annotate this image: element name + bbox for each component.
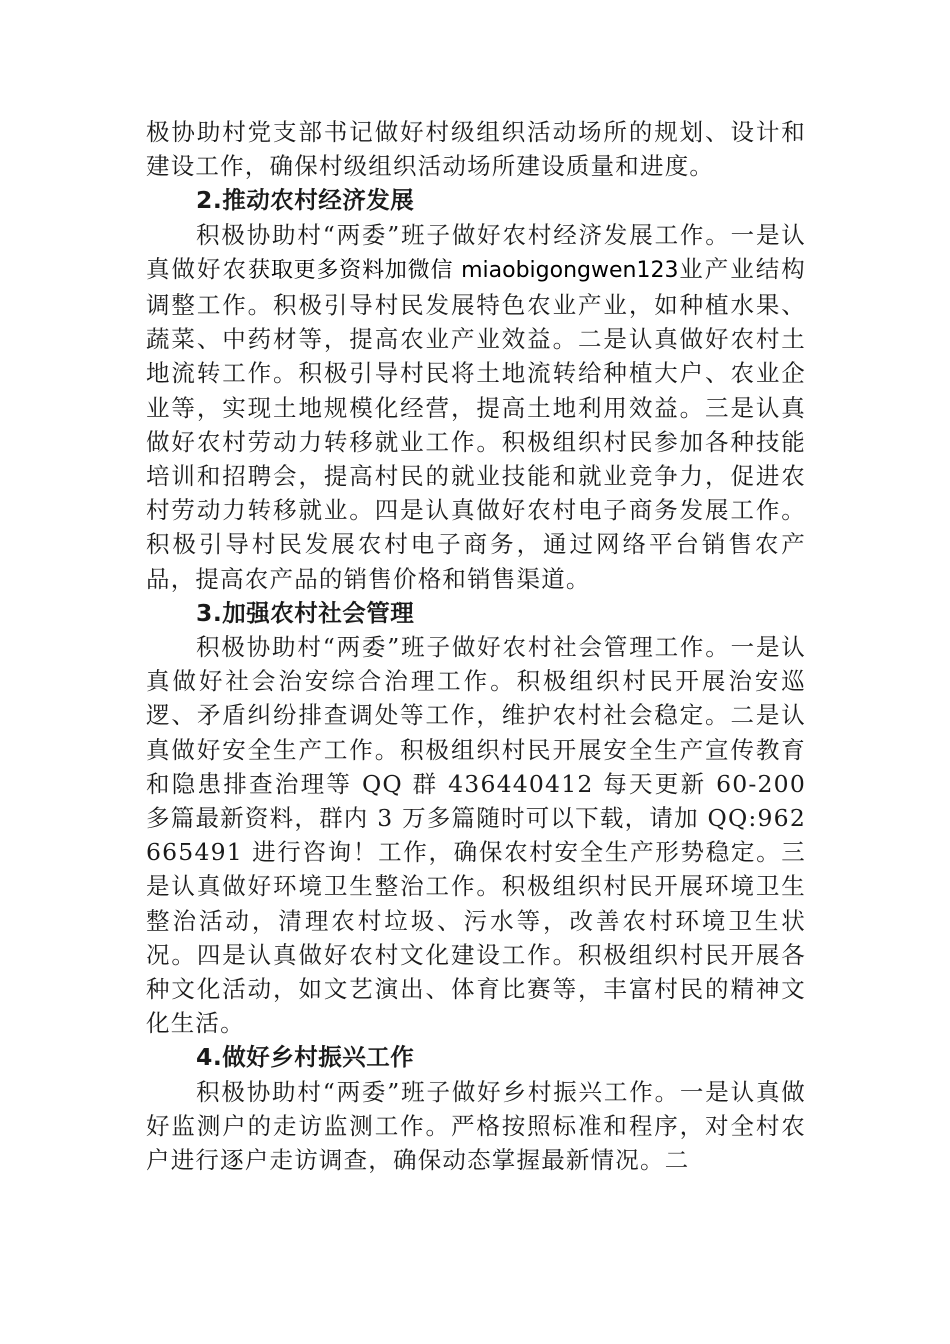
paragraph-text-part-1: 积极协助村“两委”班子做好农村经济发展工作。一是认真做好农	[146, 220, 806, 283]
section-heading-4: 4.做好乡村振兴工作	[196, 1043, 415, 1072]
document-page	[146, 115, 806, 1177]
paragraph-continued: 极协助村党支部书记做好村级组织活动场所的规划、设计和建设工作，确保村级组织活动场所建设质量和进度。	[146, 118, 806, 181]
wechat-promo-text: 获取更多资料加微信 miaobigongwen123	[248, 257, 679, 283]
section-heading-2: 2.推动农村经济发展	[196, 186, 415, 215]
paragraph-social-management: 积极协助村“两委”班子做好农村社会管理工作。一是认真做好社会治安综合治理工作。积极组织村民开展治安巡逻、矛盾纠纷排查调处等工作，维护农村社会稳定。二是认真做好安全生产工作。积极组织村民开展安全生产宣传教育和隐患排查治理等 QQ 群 436440412 每天更新 60-200 多篇最新资料，群内 3 万多篇随时可以下载，请加 QQ:962665491 进行咨询！工作，确保农村安全生产形势稳定。三是认真做好环境卫生整治工作。积极组织村民开展环境卫生整治活动，清理农村垃圾、污水等，改善农村环境卫生状况。四是认真做好农村文化建设工作。积极组织村民开展各种文化活动，如文艺演出、体育比赛等，丰富村民的精神文化生活。	[146, 633, 806, 1038]
paragraph-economic-development	[146, 218, 806, 596]
section-heading-3: 3.加强农村社会管理	[196, 598, 415, 627]
paragraph-text-part-2: 业产业结构调整工作。积极引导村民发展特色农业产业，如种植水果、蔬菜、中药材等，提高农业产业效益。二是认真做好农村土地流转工作。积极引导村民将土地流转给种植大户、农业企业等，实现土地规模化经营，提高土地利用效益。三是认真做好农村劳动力转移就业工作。积极组织村民参加各种技能培训和招聘会，提高村民的就业技能和就业竞争力，促进农村劳动力转移就业。四是认真做好农村电子商务发展工作。积极引导村民发展农村电子商务，通过网络平台销售农产品，提高农产品的销售价格和销售渠道。	[146, 254, 806, 593]
paragraph-rural-revitalization: 积极协助村“两委”班子做好乡村振兴工作。一是认真做好监测户的走访监测工作。严格按照标准和程序，对全村农户进行逐户走访调查，确保动态掌握最新情况。二	[146, 1077, 806, 1175]
